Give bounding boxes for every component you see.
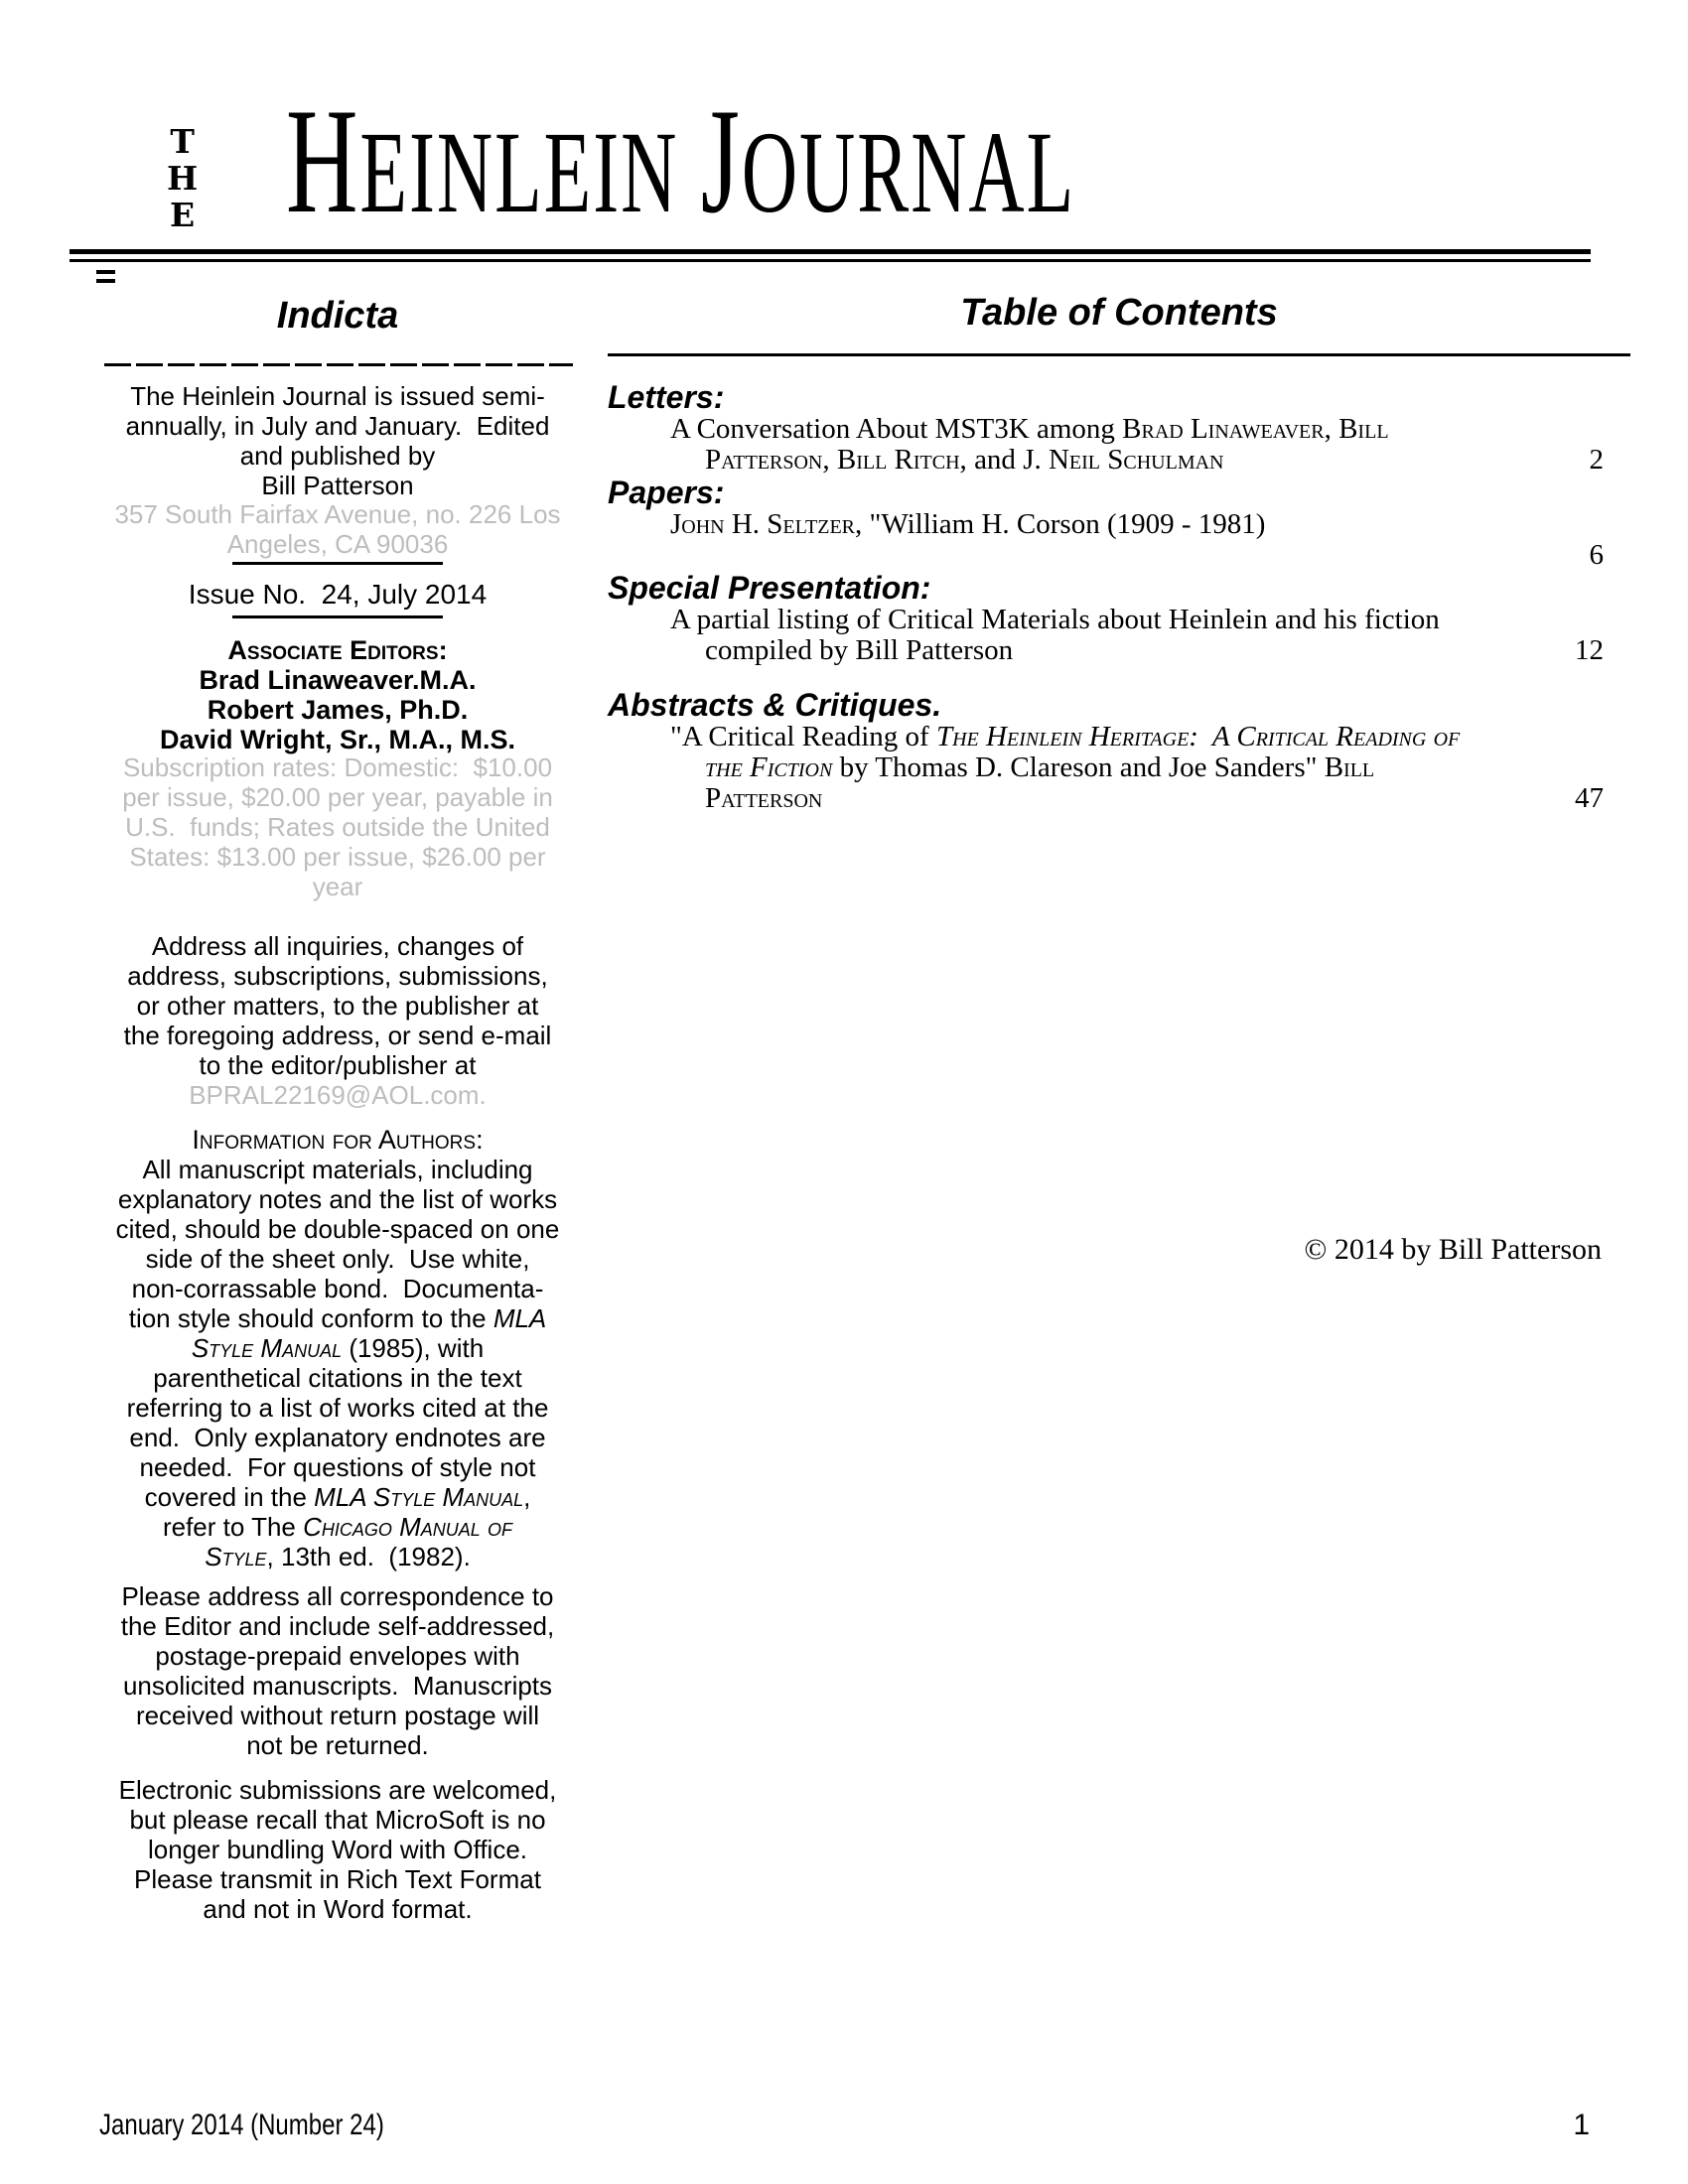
toc-section-heading: Letters: xyxy=(608,379,725,415)
the-stack-letter: H xyxy=(167,159,199,198)
toc-page-number: 47 xyxy=(1575,782,1604,814)
indicta-dashed-rule xyxy=(104,363,573,366)
toc-entry-line: John H. Seltzer, "William H. Corson (1909 - 1981) xyxy=(670,508,1266,540)
text-line: needed. For questions of style not xyxy=(139,1452,536,1482)
toc-entry-line: Patterson, Bill Ritch, and J. Neil Schulman 2 xyxy=(705,444,1604,476)
toc-entry-line: compiled by Bill Patterson 12 xyxy=(705,634,1604,666)
journal-title-part: H xyxy=(286,77,360,244)
text-line: parenthetical citations in the text xyxy=(153,1363,522,1393)
text-line: received without return postage will xyxy=(135,1701,540,1730)
text-line: The Heinlein Journal is issued semi- xyxy=(130,381,545,411)
header-double-rule xyxy=(70,249,1591,262)
text-line: 357 South Fairfax Avenue, no. 226 Los xyxy=(114,499,561,529)
text-line: Style, 13th ed. (1982). xyxy=(205,1542,471,1571)
issue-number-text: Issue No. 24, July 2014 xyxy=(188,579,488,610)
toc-column xyxy=(608,353,1630,814)
text-line: postage-prepaid envelopes with xyxy=(155,1641,520,1671)
toc-entry-line: A Conversation About MST3K among Brad Linaweaver, Bill xyxy=(670,413,1389,445)
text-line: the Editor and include self-addressed, xyxy=(120,1611,555,1641)
indicta-heading: Indicta xyxy=(276,295,399,337)
toc-section-heading: Abstracts & Critiques. xyxy=(608,687,942,723)
toc-page-number: 12 xyxy=(1575,634,1604,666)
email-text: BPRAL22169@AOL.com. xyxy=(189,1080,487,1110)
text-line: Please transmit in Rich Text Format xyxy=(134,1864,541,1894)
authors-instructions-block xyxy=(89,1155,586,1571)
journal-title-part: OURNAL xyxy=(741,107,1076,237)
journal-title-part: J xyxy=(700,77,742,244)
text-line: Angeles, CA 90036 xyxy=(226,529,449,559)
text-line: to the editor/publisher at xyxy=(199,1050,477,1080)
subscription-block xyxy=(89,752,586,901)
text-line: U.S. funds; Rates outside the United xyxy=(125,812,550,842)
copyright-line: © 2014 by Bill Patterson xyxy=(1304,1233,1602,1266)
text-line: not be returned. xyxy=(246,1730,429,1760)
text-line: end. Only explanatory endnotes are xyxy=(129,1423,546,1452)
toc-rule xyxy=(608,353,1630,356)
text-line: the foregoing address, or send e-mail xyxy=(123,1021,552,1050)
text-line: Subscription rates: Domestic: $10.00 xyxy=(122,752,553,782)
toc-sections xyxy=(608,380,1630,814)
toc-entry-line: A partial listing of Critical Materials about Heinlein and his fiction xyxy=(670,604,1440,635)
text-line: Bill Patterson xyxy=(261,471,414,500)
text-line: address, subscriptions, submissions, xyxy=(127,961,548,991)
text-line: Please address all correspondence to xyxy=(121,1581,554,1611)
text-line: per issue, $20.00 per year, payable in xyxy=(122,782,553,812)
text-line: non-corrassable bond. Documenta- xyxy=(131,1274,544,1303)
footer-page-number: 1 xyxy=(1573,2109,1590,2141)
divider-rule-2 xyxy=(232,615,443,618)
text-line: David Wright, Sr., M.A., M.S. xyxy=(159,725,516,754)
divider-rule-1 xyxy=(232,562,443,565)
text-line: Brad Linaweaver.M.A. xyxy=(199,665,477,695)
authors-heading: Information for Authors: xyxy=(192,1125,484,1155)
text-line: referring to a list of works cited at the xyxy=(126,1393,549,1423)
toc-section-heading: Special Presentation: xyxy=(608,570,931,606)
text-line: All manuscript materials, including xyxy=(142,1155,533,1184)
text-line: unsolicited manuscripts. Manuscripts xyxy=(122,1671,553,1701)
text-line: but please recall that MicroSoft is no xyxy=(129,1805,546,1835)
text-line: explanatory notes and the list of works xyxy=(117,1184,558,1214)
text-line: side of the sheet only. Use white, xyxy=(145,1244,530,1274)
text-line: Robert James, Ph.D. xyxy=(207,695,469,725)
text-line: year xyxy=(312,872,363,901)
text-line: annually, in July and January. Edited xyxy=(125,411,550,441)
correspondence-block xyxy=(89,1581,586,1760)
the-stack-letter: E xyxy=(170,196,196,234)
electronic-submissions-block xyxy=(89,1775,586,1924)
text-line: cited, should be double-spaced on one xyxy=(115,1214,560,1244)
toc-entry-line: Patterson 47 xyxy=(705,782,1604,814)
toc-heading: Table of Contents xyxy=(960,292,1278,334)
toc-section-heading: Papers: xyxy=(608,475,725,510)
editors-block xyxy=(89,635,586,754)
toc-entry-line: "A Critical Reading of The Heinlein Heritage: A Critical Reading of xyxy=(670,721,1461,752)
toc-entry-line xyxy=(608,540,1630,571)
email-line xyxy=(89,1080,586,1110)
toc-entry-line: the Fiction by Thomas D. Clareson and Joe Sanders" Bill xyxy=(705,751,1375,783)
text-line: longer bundling Word with Office. xyxy=(147,1835,528,1864)
journal-title-part: EINLEIN xyxy=(359,107,679,237)
journal-title xyxy=(286,77,1076,244)
text-line: and not in Word format. xyxy=(203,1894,473,1924)
inquiries-block xyxy=(89,931,586,1080)
text-line: covered in the MLA Style Manual, xyxy=(144,1482,531,1512)
address-block xyxy=(89,499,586,559)
editors-names xyxy=(89,665,586,754)
the-stack-letter: T xyxy=(170,122,195,161)
editors-heading: Associate Editors: xyxy=(227,635,448,665)
text-line: States: $13.00 per issue, $26.00 per xyxy=(129,842,546,872)
text-line: and published by xyxy=(239,441,436,471)
text-line: Electronic submissions are welcomed, xyxy=(118,1775,557,1805)
toc-page-number: 6 xyxy=(1589,539,1604,571)
equals-mark xyxy=(96,270,115,283)
text-line: Address all inquiries, changes of xyxy=(151,931,524,961)
masthead-the-stack xyxy=(167,123,198,233)
toc-page-number: 2 xyxy=(1589,444,1604,476)
text-line: refer to The Chicago Manual of xyxy=(162,1512,513,1542)
text-line: or other matters, to the publisher at xyxy=(136,991,539,1021)
issued-block xyxy=(89,381,586,500)
text-line: tion style should conform to the MLA xyxy=(128,1303,547,1333)
issue-number-line xyxy=(89,580,586,610)
text-line: Style Manual (1985), with xyxy=(191,1333,485,1363)
footer-issue-text: January 2014 (Number 24) xyxy=(99,2109,384,2141)
